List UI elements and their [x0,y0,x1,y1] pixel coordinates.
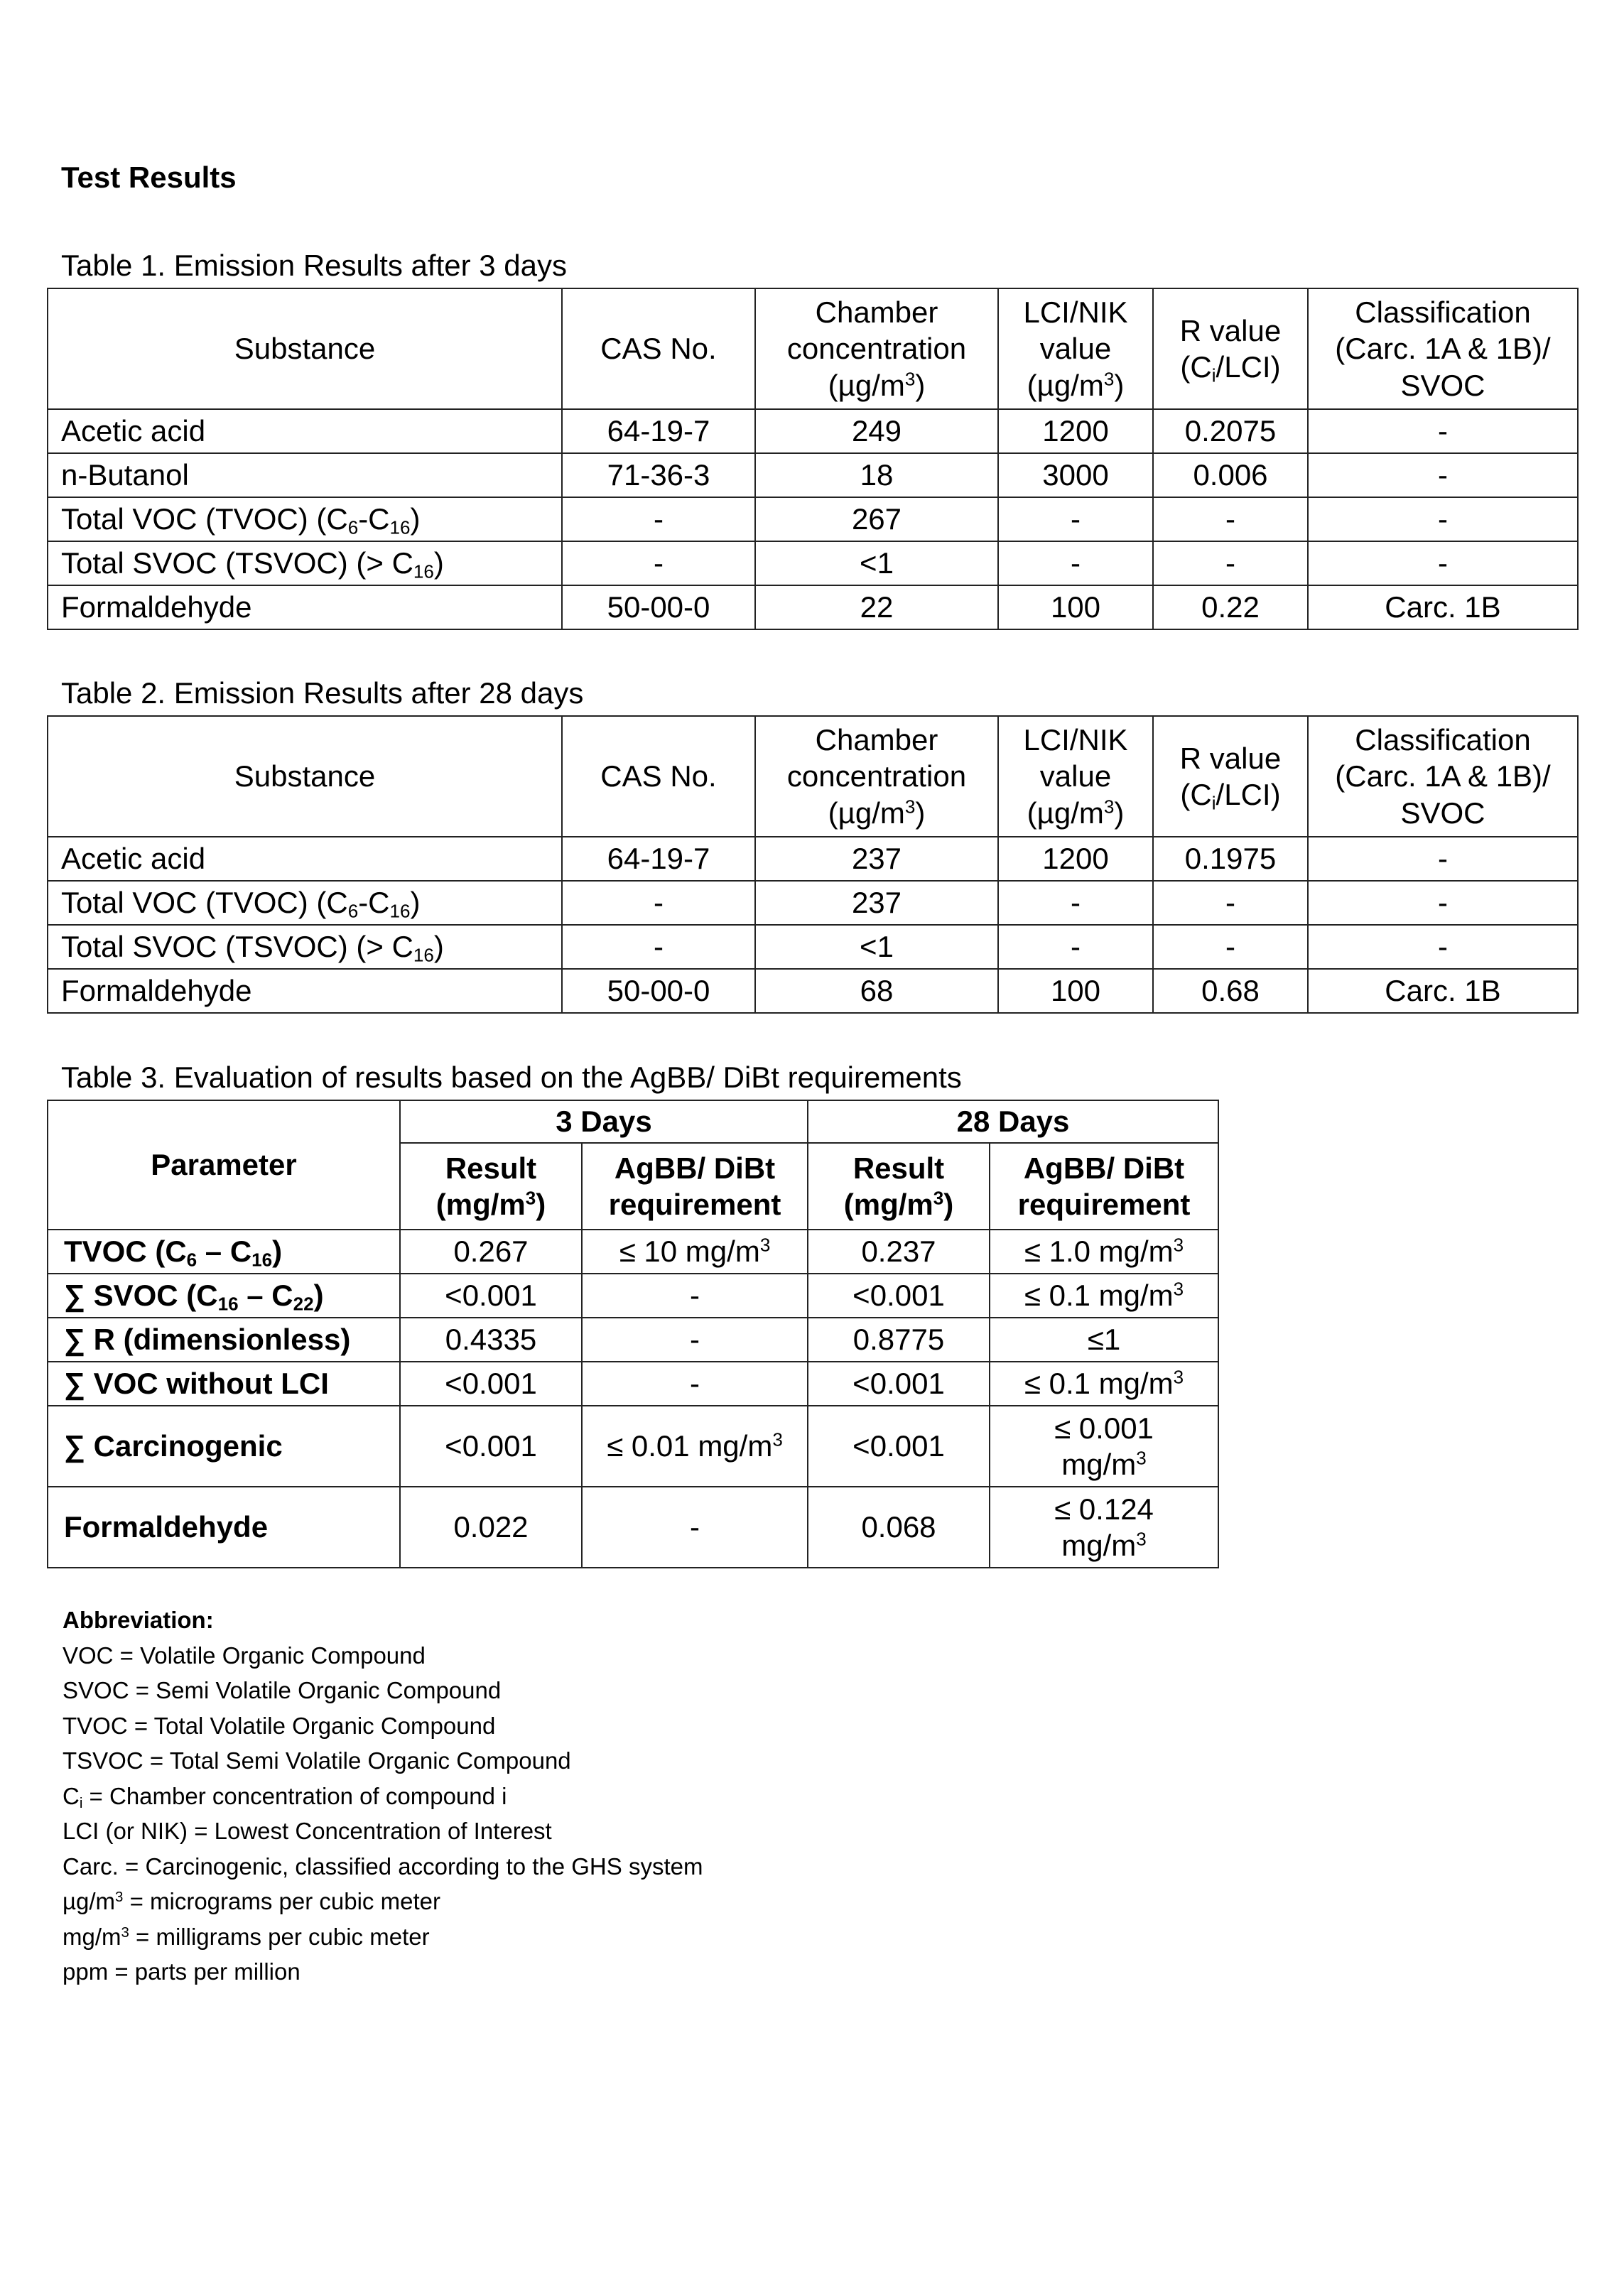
abbr-ci: $C_i$ = Chamber concentration of compound i [63,1782,507,1811]
table-row: Formaldehyde 50-00-0 22 100 0.22 Carc. 1B [48,585,1578,629]
table1-caption: Table 1. Emission Results after 3 days [61,249,567,282]
header-cas: CAS No. [562,716,755,837]
header-28-days: 28 Days [808,1100,1218,1143]
table-row: ∑ SVOC $(C_{16} - C_{22})$ <0.001 - <0.001 ≤ 0.1 $mg/m^3$ [48,1274,1218,1318]
table-row: Acetic acid 64-19-7 237 1200 0.1975 - [48,837,1578,881]
abbreviation-list [63,1603,703,1990]
header-lci: LCI/NIK value $(\mu g/m^3)$ [998,716,1153,837]
header-classification: Classification (Carc. 1A & 1B)/ SVOC [1308,716,1578,837]
abbr-tvoc: TVOC = Total Volatile Organic Compound [63,1712,496,1739]
table3-header-row [48,1100,1218,1143]
page-title: Test Results [61,161,237,194]
table-row: TVOC $(C_6 - C_{16})$ 0.267 ≤ 10 $mg/m^3$ 0.237 ≤ 1.0 $mg/m^3$ [48,1230,1218,1274]
header-substance: Substance [48,716,562,837]
abbreviation-heading: Abbreviation: [63,1607,214,1633]
table-row: Total SVOC (TSVOC) (> $C_{16}$) - <1 - - - [48,925,1578,969]
header-cas: CAS No. [562,288,755,409]
header-lci: LCI/NIK value $(\mu g/m^3)$ [998,288,1153,409]
table3-caption: Table 3. Evaluation of results based on the AgBB/ DiBt requirements [61,1061,962,1094]
header-substance: Substance [48,288,562,409]
header-r-value: R value $(C_i/LCI)$ [1153,288,1308,409]
table-row: Acetic acid 64-19-7 249 1200 0.2075 - [48,409,1578,453]
table1-header-row [48,288,1578,409]
table-row: Total SVOC (TSVOC) (> $C_{16}$) - <1 - - - [48,541,1578,585]
abbr-voc: VOC = Volatile Organic Compound [63,1642,426,1669]
header-result-3d: Result $(mg/m^3)$ [400,1143,582,1230]
abbr-ug: $\mu g/m^3$ = micrograms per cubic meter [63,1888,440,1914]
header-chamber: Chamber concentration $(\mu g/m^3)$ [755,288,998,409]
abbr-svoc: SVOC = Semi Volatile Organic Compound [63,1677,502,1703]
table3 [47,1100,1219,1568]
table2 [47,715,1579,1014]
table-row: ∑ VOC without LCI <0.001 - <0.001 ≤ 0.1 $mg/m^3$ [48,1362,1218,1406]
table-row: Formaldehyde 50-00-0 68 100 0.68 Carc. 1B [48,969,1578,1013]
table1 [47,288,1579,630]
table2-caption: Table 2. Emission Results after 28 days [61,676,584,710]
header-classification: Classification (Carc. 1A & 1B)/ SVOC [1308,288,1578,409]
table-row: Formaldehyde 0.022 - 0.068 ≤ 0.124 $mg/m^3$ [48,1487,1218,1568]
table-row: Total VOC (TVOC) $(C_6-C_{16})$ - 267 - - - [48,497,1578,541]
table-row: ∑ R (dimensionless) 0.4335 - 0.8775 ≤1 [48,1318,1218,1362]
abbr-tsvoc: TSVOC = Total Semi Volatile Organic Compound [63,1747,571,1774]
header-chamber: Chamber concentration $(\mu g/m^3)$ [755,716,998,837]
table-row: n-Butanol 71-36-3 18 3000 0.006 - [48,453,1578,497]
abbr-ppm: ppm = parts per million [63,1958,301,1985]
abbr-mg: $mg/m^3$ = milligrams per cubic meter [63,1923,430,1950]
header-3-days: 3 Days [400,1100,808,1143]
table2-header-row [48,716,1578,837]
header-r-value: R value $(C_i/LCI)$ [1153,716,1308,837]
header-result-28d: Result $(mg/m^3)$ [808,1143,990,1230]
header-parameter: Parameter [48,1100,400,1230]
header-requirement-28d: AgBB/ DiBt requirement [990,1143,1218,1230]
table-row: Total VOC (TVOC) $(C_6-C_{16})$ - 237 - - - [48,881,1578,925]
abbr-carc: Carc. = Carcinogenic, classified according to the GHS system [63,1853,703,1880]
table-row: ∑ Carcinogenic <0.001 ≤ 0.01 $mg/m^3$ <0.001 ≤ 0.001 $mg/m^3$ [48,1406,1218,1487]
abbr-lci: LCI (or NIK) = Lowest Concentration of Interest [63,1818,552,1844]
header-requirement-3d: AgBB/ DiBt requirement [582,1143,808,1230]
